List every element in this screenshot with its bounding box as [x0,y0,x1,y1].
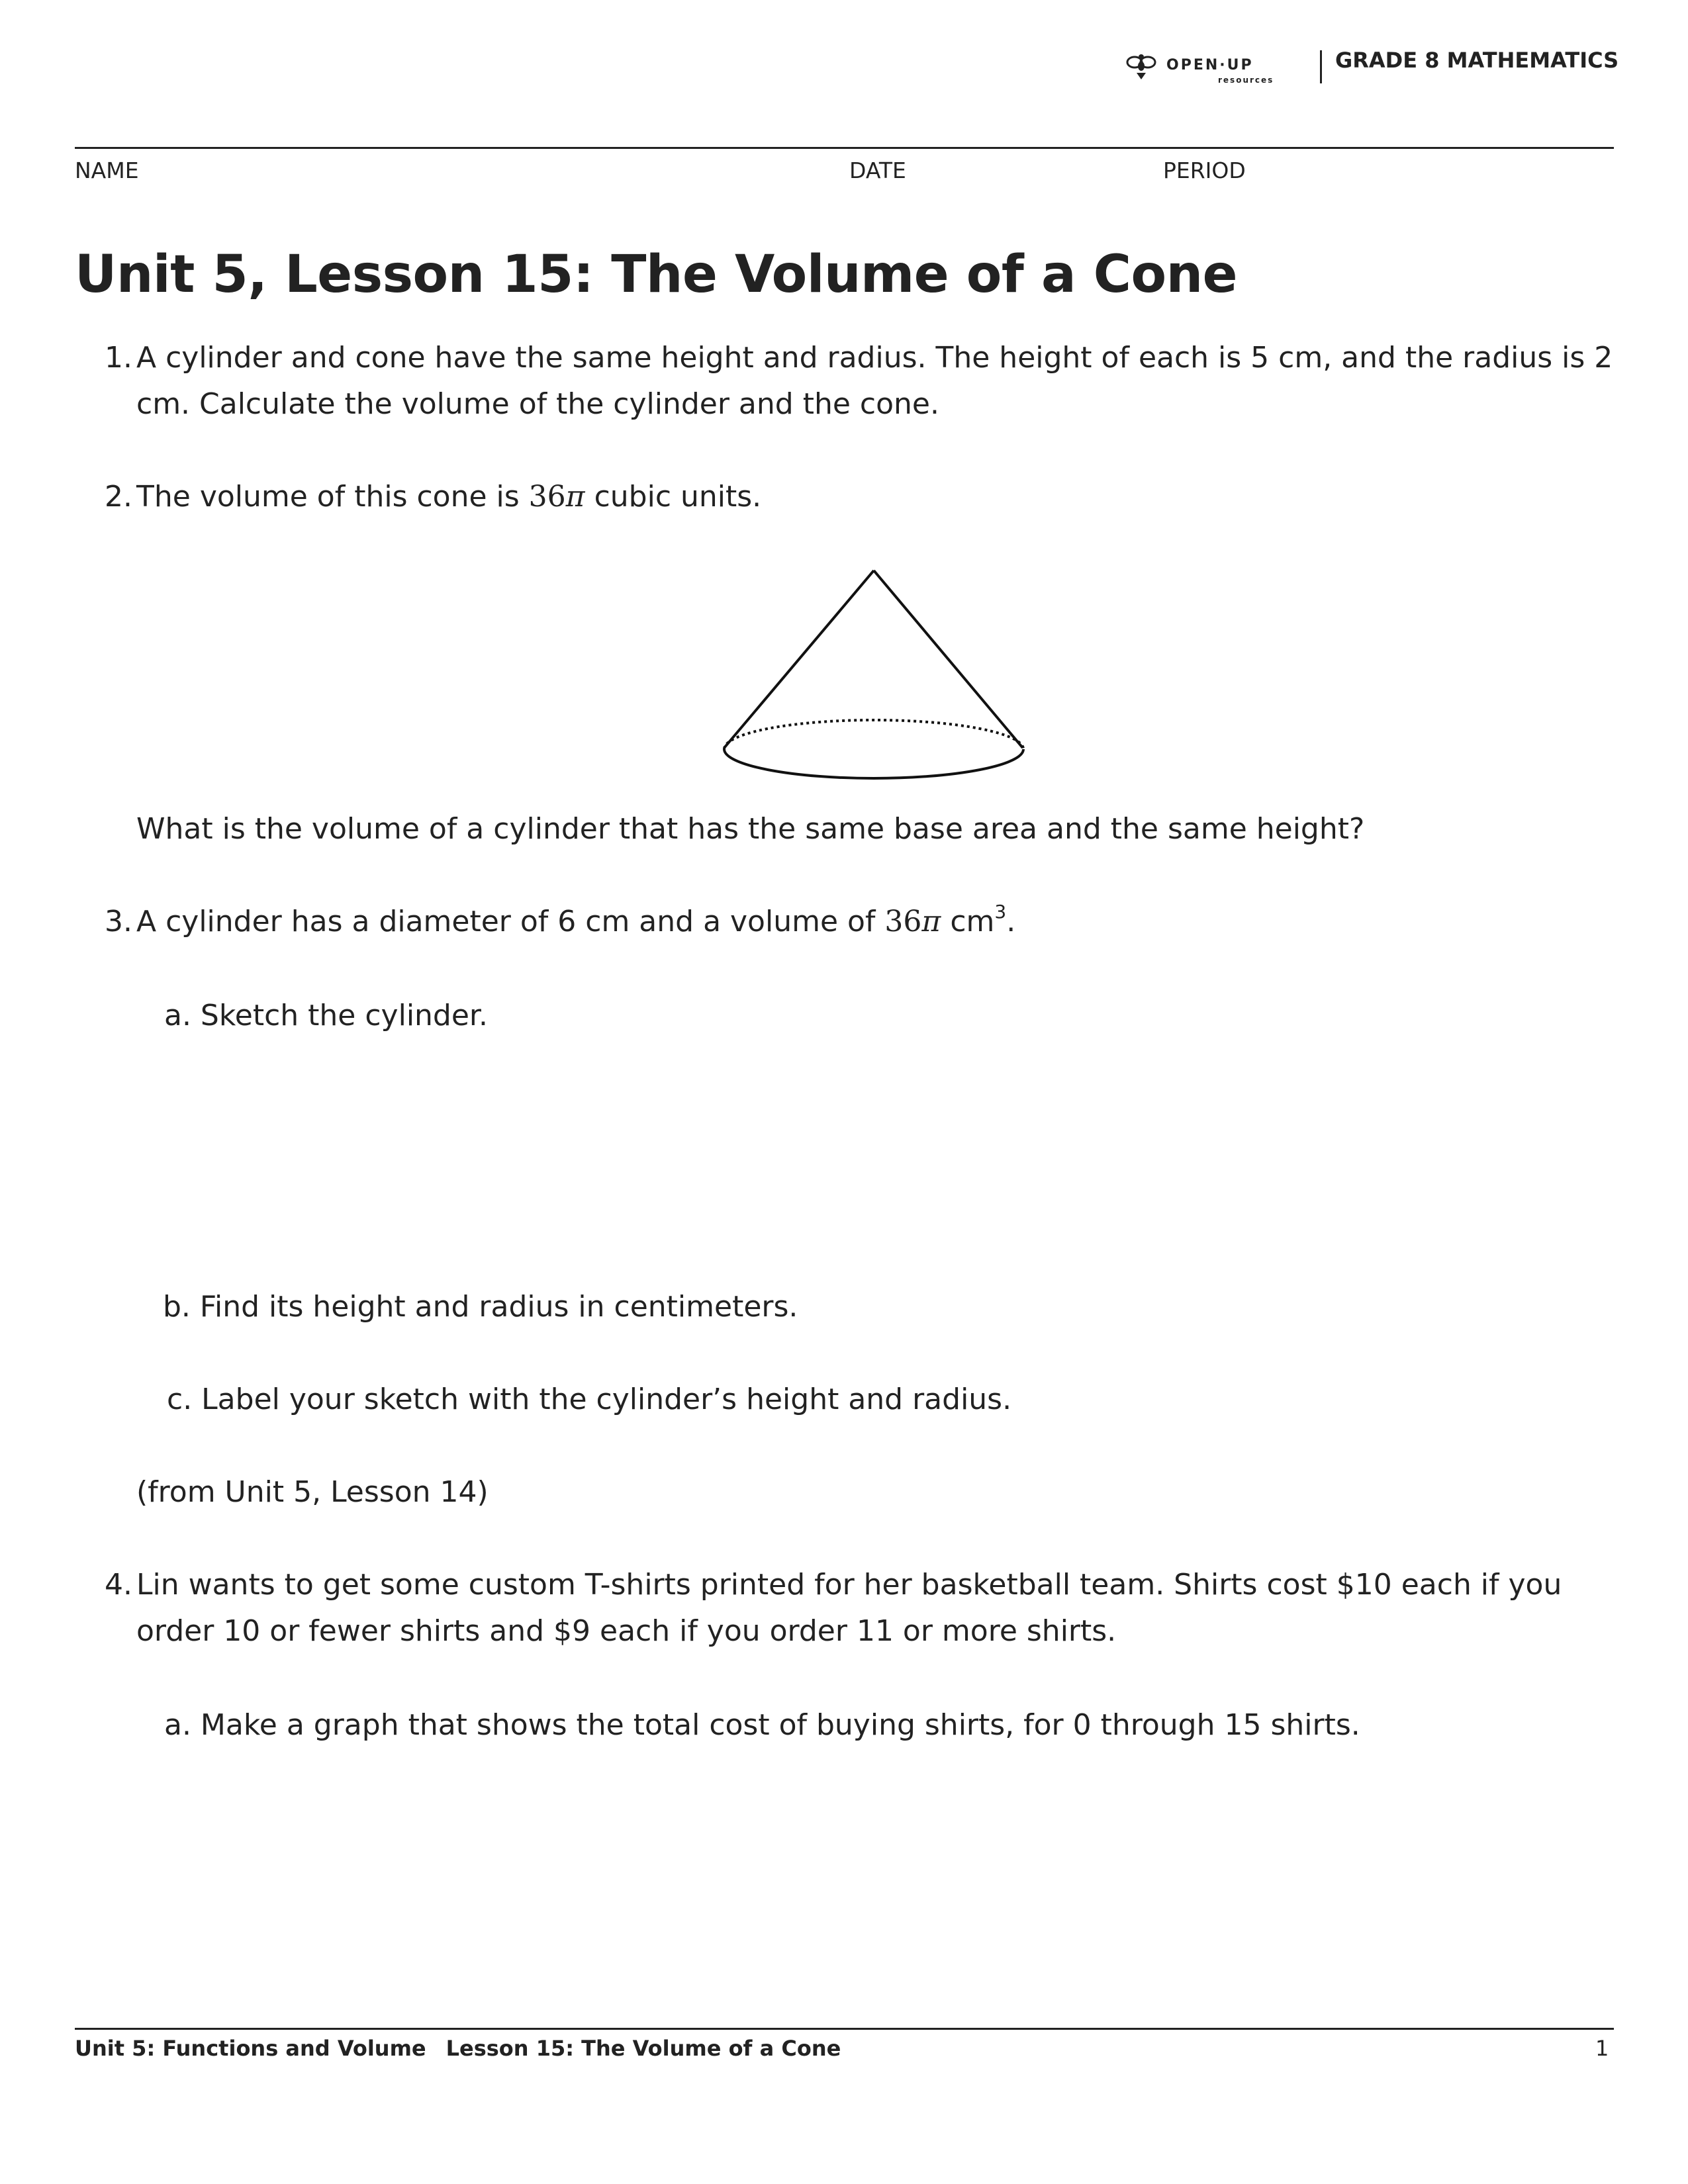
problem-2-math-coef: 36 [528,480,566,514]
bee-icon [1125,49,1157,86]
problem-2-number: 2. [105,480,132,514]
problem-2-math-pi: π [565,480,585,514]
problem-4-part-a: a. Make a graph that shows the total cost of buying shirts, for 0 through 15 shirts. [164,1708,1360,1742]
name-field-label: NAME [75,158,139,183]
problem-3-part-b: b. Find its height and radius in centimeters. [163,1290,798,1324]
logo-subtext: resources [1218,75,1274,85]
problem-2-statement [136,474,761,520]
header-divider [1320,50,1322,83]
cone-base-front [724,749,1023,778]
header-rule [75,147,1614,149]
problem-3-source: (from Unit 5, Lesson 14) [136,1475,489,1509]
problem-1-line-2: cm. Calculate the volume of the cylinder and the cone. [136,387,939,421]
footer-unit: Unit 5: Functions and Volume [75,2036,426,2061]
problem-3-math [884,905,941,938]
problem-1-number: 1. [105,341,132,375]
problem-2-text-before: The volume of this cone is [136,480,529,514]
cone-figure [715,563,1046,788]
problem-2-text-after: cubic units. [585,480,762,514]
problem-3-unit-exponent: 3 [994,901,1007,923]
date-field-label: DATE [849,158,906,183]
footer-title [75,2036,841,2061]
cone-base-back [724,720,1023,749]
grade-label: GRADE 8 MATHEMATICS [1335,48,1619,73]
page-title: Unit 5, Lesson 15: The Volume of a Cone [75,245,1238,304]
problem-1-line-1: A cylinder and cone have the same height and radius. The height of each is 5 cm, and the radius is 2 [136,341,1613,375]
problem-4-number: 4. [105,1568,132,1602]
problem-3-math-coef: 36 [884,905,922,938]
problem-3-text-before: A cylinder has a diameter of 6 cm and a volume of [136,905,885,938]
period-field-label: PERIOD [1163,158,1246,183]
problem-3-number: 3. [105,905,132,938]
problem-3-math-pi: π [921,905,941,938]
problem-2-question: What is the volume of a cylinder that has the same base area and the same height? [136,812,1365,846]
problem-3-part-c: c. Label your sketch with the cylinder’s height and radius. [167,1383,1012,1416]
problem-3-part-a: a. Sketch the cylinder. [164,999,488,1032]
problem-4-line-2: order 10 or fewer shirts and $9 each if you order 11 or more shirts. [136,1614,1117,1648]
problem-3-text-after: . [1006,905,1016,938]
problem-2-math [529,480,585,514]
footer-rule [75,2028,1614,2030]
footer-lesson: Lesson 15: The Volume of a Cone [445,2036,841,2061]
page-number: 1 [1595,2036,1609,2061]
problem-4-line-1: Lin wants to get some custom T-shirts printed for her basketball team. Shirts cost $10 each if you [136,1568,1562,1602]
logo-text: OPEN·UP [1166,57,1254,73]
cone-left-edge [724,570,874,748]
problem-3-statement [136,899,1015,945]
open-up-logo [1125,49,1297,89]
problem-3-unit: cm [941,905,995,938]
